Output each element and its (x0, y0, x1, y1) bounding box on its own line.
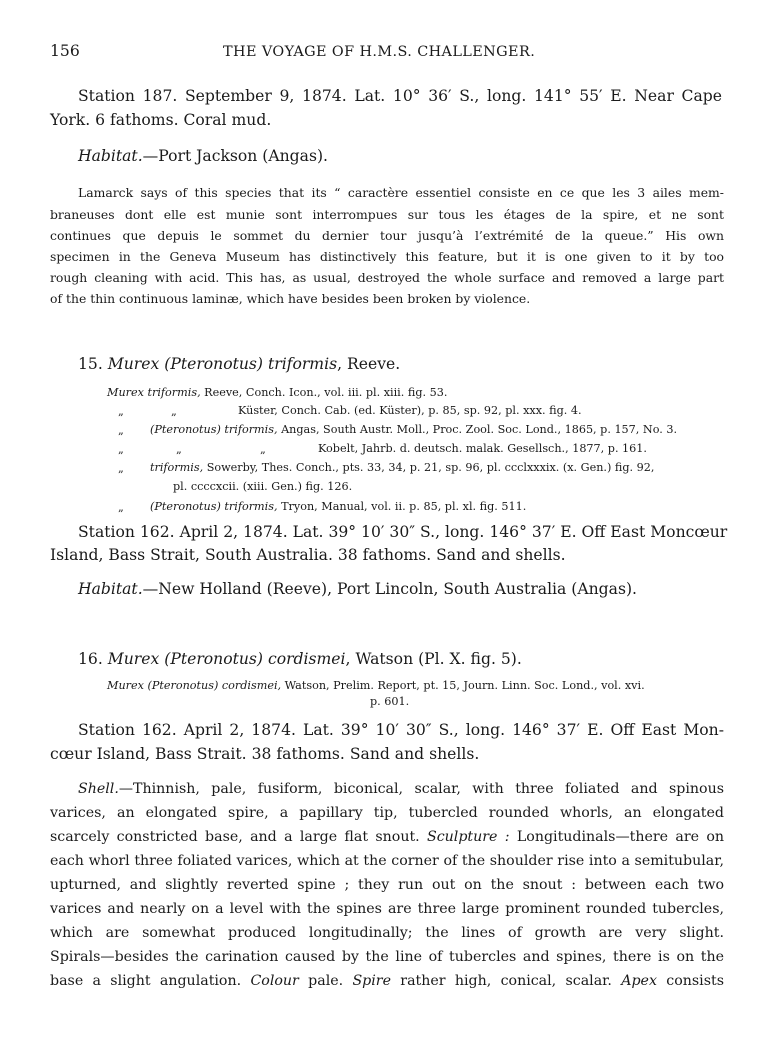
genus: Murex (107, 650, 160, 668)
shell-desc-line-1 (78, 781, 724, 797)
shell-text: consists (656, 973, 724, 989)
species-16-reference (107, 679, 645, 692)
shell-desc-line-7: which are somewhat produced longitudinally; the lines of growth are very slight. (50, 925, 724, 941)
ref-text: Reeve, Conch. Icon., vol. iii. pl. xiii. fig. 53. (200, 386, 448, 399)
species-15-habitat (78, 580, 637, 598)
species-16-heading (78, 650, 522, 668)
page-number: 156 (50, 42, 80, 60)
apex-label: Apex (621, 973, 657, 989)
species-name: cordismei (267, 650, 346, 668)
author: , Reeve. (337, 355, 401, 373)
ref-text: Angas, South Austr. Moll., Proc. Zool. Soc. Lond., 1865, p. 157, No. 3. (277, 423, 678, 436)
shell-desc-line-8: Spirals—besides the carination caused by the line of tubercles and spines, there is on the (50, 949, 724, 965)
ditto-mark: „ (260, 443, 266, 456)
reference-line-5-cont: pl. ccccxcii. (xiii. Gen.) fig. 126. (173, 480, 353, 493)
running-title: THE VOYAGE OF H.M.S. CHALLENGER. (223, 44, 536, 60)
genus: Murex (107, 355, 160, 373)
lamarck-note-line-5: rough cleaning with acid. This has, as usual, destroyed the whole surface and removed a large part (50, 270, 724, 285)
station-187-line-2: York. 6 fathoms. Coral mud. (50, 111, 272, 129)
colour-label: Colour (250, 973, 299, 989)
shell-text: scarcely constricted base, and a large flat snout. (50, 829, 427, 845)
species-number: 15. (78, 355, 103, 373)
reference-line-5 (150, 461, 654, 474)
species-name: triformis (267, 355, 338, 373)
species-16-station-line-2: cœur Island, Bass Strait. 38 fathoms. Sand and shells. (50, 745, 480, 763)
shell-label: Shell. (78, 781, 119, 797)
ref-name: triformis, (150, 461, 204, 474)
shell-desc-line-3 (50, 829, 724, 845)
shell-desc-line-2: varices, an elongated spire, a papillary tip, tubercled rounded whorls, an elongated (50, 805, 724, 821)
habitat-port-jackson (78, 147, 328, 165)
author: , Watson (Pl. X. fig. 5). (345, 650, 522, 668)
lamarck-note-line-2: braneuses dont elle est munie sont interrompues sur tous les étages de la spire, et ne sont (50, 207, 724, 222)
habitat-label: Habitat. (78, 147, 143, 165)
reference-line-2: Küster, Conch. Cab. (ed. Küster), p. 85, sp. 92, pl. xxx. fig. 4. (238, 404, 582, 417)
ditto-mark: „ (176, 443, 182, 456)
ditto-mark: „ (118, 424, 124, 437)
subgenus: (Pteronotus) (164, 355, 263, 373)
species-16-reference-cont: p. 601. (370, 695, 410, 708)
habitat-text: —New Holland (Reeve), Port Lincoln, South Australia (Angas). (142, 580, 638, 598)
shell-desc-line-9 (50, 973, 724, 989)
shell-text: Longitudinals—there are on (509, 829, 725, 845)
shell-text: —Thinnish, pale, fusiform, biconical, scalar, with three foliated and spinous (118, 781, 724, 797)
ditto-mark: „ (118, 501, 124, 514)
habitat-label: Habitat. (78, 580, 143, 598)
sculpture-label: Sculpture : (427, 829, 510, 845)
reference-line-4: Kobelt, Jahrb. d. deutsch. malak. Gesellsch., 1877, p. 161. (318, 442, 647, 455)
species-15-heading (78, 355, 400, 373)
ref-name: Murex (Pteronotus) cordismei, (107, 679, 282, 692)
species-number: 16. (78, 650, 103, 668)
subgenus: (Pteronotus) (164, 650, 263, 668)
ditto-mark: „ (171, 405, 177, 418)
lamarck-note-line-6: of the thin continuous laminæ, which have besides been broken by violence. (50, 291, 531, 306)
species-15-station-line-1: Station 162. April 2, 1874. Lat. 39° 10′ 30″ S., long. 146° 37′ E. Off East Moncœur (78, 523, 728, 541)
ditto-mark: „ (118, 443, 124, 456)
species-16-station-line-1: Station 162. April 2, 1874. Lat. 39° 10′ 30″ S., long. 146° 37′ E. Off East Mon- (78, 721, 724, 739)
species-15-station-line-2: Island, Bass Strait, South Australia. 38 fathoms. Sand and shells. (50, 546, 566, 564)
ditto-mark: „ (118, 462, 124, 475)
habitat-text: —Port Jackson (Angas). (142, 147, 329, 165)
station-187-line-1: Station 187. September 9, 1874. Lat. 10° 36′ S., long. 141° 55′ E. Near Cape (78, 87, 722, 105)
shell-text: rather high, conical, scalar. (390, 973, 622, 989)
shell-desc-line-6: varices and nearly on a level with the spines are three large prominent rounded tubercles, (50, 901, 724, 917)
spire-label: Spire (352, 973, 391, 989)
ref-text: Watson, Prelim. Report, pt. 15, Journ. Linn. Soc. Lond., vol. xvi. (281, 679, 645, 692)
ref-name: Murex triformis, (107, 386, 201, 399)
ref-name: (Pteronotus) triformis, (150, 500, 278, 513)
lamarck-note-line-1: Lamarck says of this species that its “ caractère essentiel consiste en ce que les 3 ailes mem- (78, 185, 724, 200)
ref-text: Tryon, Manual, vol. ii. p. 85, pl. xl. fig. 511. (277, 500, 527, 513)
reference-line-6 (150, 500, 526, 513)
ref-text: Sowerby, Thes. Conch., pts. 33, 34, p. 21, sp. 96, pl. ccclxxxix. (x. Gen.) fig. 92, (203, 461, 655, 474)
reference-line-3 (150, 423, 677, 436)
ditto-mark: „ (118, 405, 124, 418)
shell-text: pale. (298, 973, 353, 989)
reference-line-1 (107, 386, 447, 399)
lamarck-note-line-4: specimen in the Geneva Museum has distinctively this feature, but it is one given to it by too (50, 249, 724, 264)
ref-name: (Pteronotus) triformis, (150, 423, 278, 436)
shell-desc-line-4: each whorl three foliated varices, which at the corner of the shoulder rise into a semitubular, (50, 853, 724, 869)
shell-text: base a slight angulation. (50, 973, 251, 989)
lamarck-note-line-3: continues que depuis le sommet du dernier tour jusqu’à l’extrémité de la queue.” His own (50, 228, 724, 243)
shell-desc-line-5: upturned, and slightly reverted spine ; they run out on the snout : between each two (50, 877, 724, 893)
